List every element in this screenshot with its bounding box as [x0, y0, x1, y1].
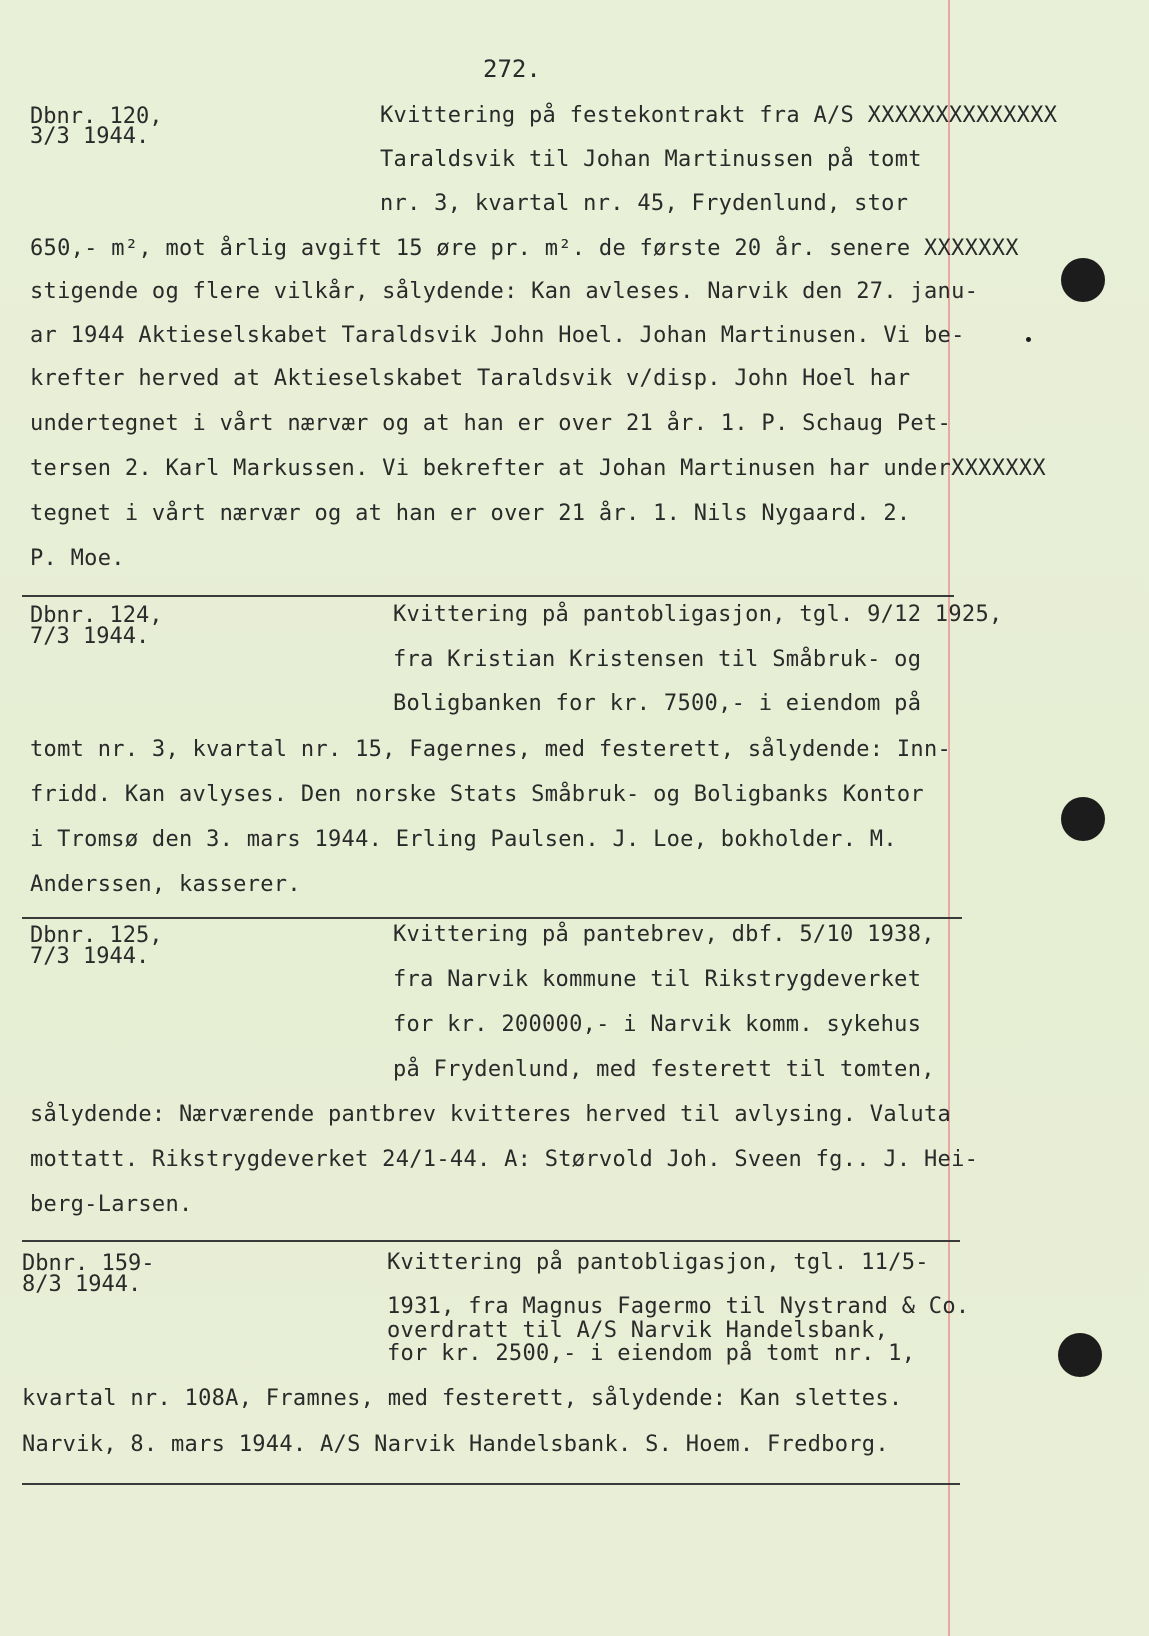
punch-hole	[1061, 258, 1105, 302]
text-line: P. Moe.	[30, 546, 125, 571]
entry-divider	[22, 1483, 960, 1485]
text-line: ar 1944 Aktieselskabet Taraldsvik John Hoel. Johan Martinusen. Vi be-	[30, 323, 965, 348]
text-line: kvartal nr. 108A, Framnes, med festerett, sålydende: Kan slettes.	[22, 1386, 903, 1411]
entry-divider	[22, 1240, 960, 1242]
entry-date: 7/3 1944.	[30, 944, 150, 969]
text-line: Kvittering på pantebrev, dbf. 5/10 1938,	[393, 922, 935, 947]
text-line: Taraldsvik til Johan Martinussen på tomt	[380, 147, 922, 172]
text-line: Kvittering på festekontrakt fra A/S XXXXXXXXXXXXXX	[380, 103, 1058, 128]
entry-ref: Dbnr. 125,	[30, 923, 163, 948]
text-line: fra Narvik kommune til Rikstrygdeverket	[393, 967, 922, 992]
entry-divider	[22, 595, 954, 597]
text-line: 1931, fra Magnus Fagermo til Nystrand & Co.	[387, 1294, 970, 1319]
entry-divider	[22, 917, 962, 919]
text-line: fridd. Kan avlyses. Den norske Stats Småbruk- og Boligbanks Kontor	[30, 782, 924, 807]
text-line: berg-Larsen.	[30, 1192, 193, 1217]
text-line: undertegnet i vårt nærvær og at han er over 21 år. 1. P. Schaug Pet-	[30, 411, 952, 436]
text-line: Kvittering på pantobligasjon, tgl. 9/12 1925,	[393, 602, 1003, 627]
text-line: Boligbanken for kr. 7500,- i eiendom på	[393, 691, 922, 716]
text-line: Anderssen, kasserer.	[30, 872, 301, 897]
entry-ref: Dbnr. 159-	[22, 1251, 155, 1276]
text-line: krefter herved at Aktieselskabet Taraldsvik v/disp. John Hoel har	[30, 366, 911, 391]
entry-ref: Dbnr. 124,	[30, 603, 163, 628]
page-number: 272.	[483, 55, 541, 83]
text-line: sålydende: Nærværende pantbrev kvitteres herved til avlysing. Valuta	[30, 1102, 952, 1127]
text-line: tomt nr. 3, kvartal nr. 15, Fagernes, med festerett, sålydende: Inn-	[30, 737, 952, 762]
text-line: overdratt til A/S Narvik Handelsbank,	[387, 1318, 889, 1343]
text-line: stigende og flere vilkår, sålydende: Kan avleses. Narvik den 27. janu-	[30, 279, 979, 304]
punch-hole	[1058, 1333, 1102, 1377]
entry-ref: Dbnr. 120,	[30, 104, 163, 129]
text-line: nr. 3, kvartal nr. 45, Frydenlund, stor	[380, 191, 909, 216]
text-line: fra Kristian Kristensen til Småbruk- og	[393, 647, 922, 672]
entry-date: 8/3 1944.	[22, 1272, 142, 1297]
punch-hole	[1061, 797, 1105, 841]
text-line: tegnet i vårt nærvær og at han er over 21 år. 1. Nils Nygaard. 2.	[30, 501, 911, 526]
entry-date: 3/3 1944.	[30, 124, 150, 149]
text-line: Narvik, 8. mars 1944. A/S Narvik Handelsbank. S. Hoem. Fredborg.	[22, 1432, 889, 1457]
text-line: 650,- m², mot årlig avgift 15 øre pr. m². de første 20 år. senere XXXXXXX	[30, 236, 1019, 261]
text-line: på Frydenlund, med festerett til tomten,	[393, 1057, 935, 1082]
text-line: for kr. 2500,- i eiendom på tomt nr. 1,	[387, 1341, 916, 1366]
entry-date: 7/3 1944.	[30, 624, 150, 649]
text-line: mottatt. Rikstrygdeverket 24/1-44. A: Størvold Joh. Sveen fg.. J. Hei-	[30, 1147, 979, 1172]
text-line: for kr. 200000,- i Narvik komm. sykehus	[393, 1012, 922, 1037]
text-line: tersen 2. Karl Markussen. Vi bekrefter at Johan Martinusen har underXXXXXXX	[30, 456, 1046, 481]
ink-dot	[1026, 337, 1031, 342]
text-line: Kvittering på pantobligasjon, tgl. 11/5-	[387, 1250, 929, 1275]
text-line: i Tromsø den 3. mars 1944. Erling Paulsen. J. Loe, bokholder. M.	[30, 827, 897, 852]
